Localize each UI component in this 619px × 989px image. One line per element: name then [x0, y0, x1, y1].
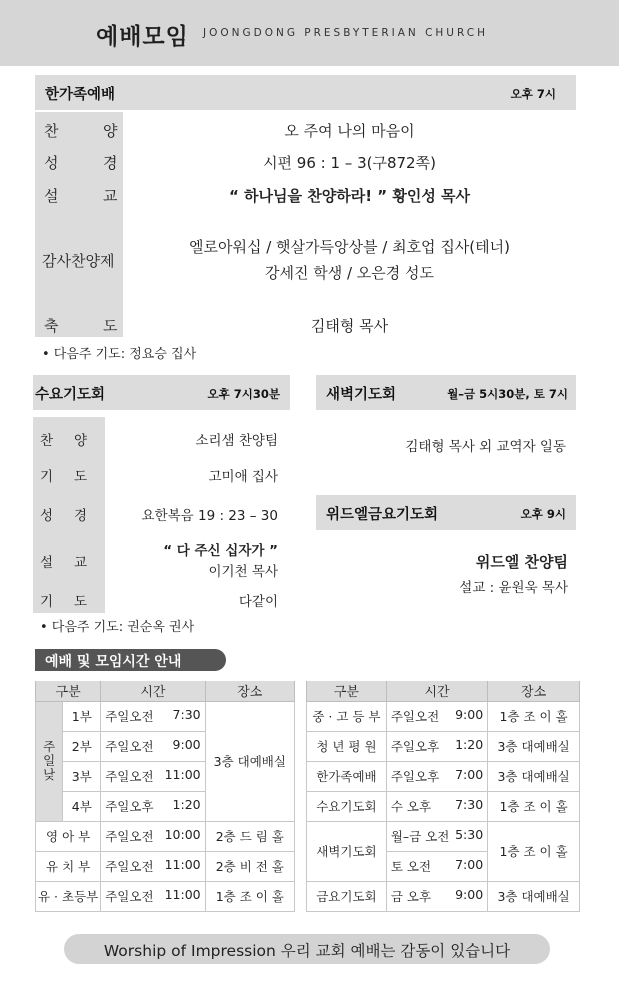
benediction: 김태형 목사	[310, 317, 389, 335]
schedule-heading: 예배 및 모임시간 안내	[35, 649, 226, 671]
hymn-title: 오 주여 나의 마음이	[284, 122, 415, 140]
table-row: 수요기도회 수 오후 7:30 1층 조 이 홀	[307, 791, 580, 821]
col-header: 구분	[36, 681, 101, 701]
col-header: 구분	[307, 681, 387, 701]
wednesday-prayer-bar	[33, 375, 290, 410]
schedule-table-right	[306, 681, 580, 912]
row-label: 축	[44, 317, 59, 335]
sunday-place: 3층 대예배실	[205, 701, 294, 821]
praise-performers: 강세진 학생 / 오은경 성도	[264, 264, 435, 282]
friday-preacher: 설교 : 윤원욱 목사	[459, 580, 568, 596]
row-label: 기	[40, 594, 54, 610]
dawn-leaders: 김태형 목사 외 교역자 일동	[405, 439, 566, 455]
table-row: 주일낮 1부 주일오전 7:30 3층 대예배실	[36, 701, 295, 731]
row-label: 설	[40, 555, 54, 571]
dawn-prayer-title: 새벽기도회	[326, 387, 397, 403]
table-row: 금요기도회 금 오후 9:00 3층 대예배실	[307, 881, 580, 911]
row-label: 경	[74, 508, 88, 524]
page-title: 예배모임	[96, 24, 189, 50]
table-row: 2부 주일오전 9:00	[36, 731, 295, 761]
table-row: 중 · 고 등 부 주일오전 9:00 1층 조 이 홀	[307, 701, 580, 731]
row-label: 교	[103, 187, 118, 205]
friday-prayer-bar	[316, 495, 576, 530]
next-prayer-note: • 다음주 기도: 권순옥 권사	[40, 620, 195, 635]
wed-prayer-leader: 고미애 집사	[208, 469, 278, 485]
row-label: 찬	[44, 122, 59, 140]
wed-prayer-all: 다같이	[238, 594, 278, 610]
table-row: 새벽기도회 월–금 오전 5:30 1층 조 이 홀	[307, 821, 580, 851]
col-header: 시간	[386, 681, 487, 701]
family-label-column	[35, 112, 123, 337]
family-worship-time: 오후 7시	[510, 87, 556, 101]
scripture: 시편 96 : 1 – 3(구872쪽)	[263, 154, 436, 172]
friday-prayer-title: 위드엘금요기도회	[326, 507, 439, 523]
table-row: 한가족예배 주일오후 7:00 3층 대예배실	[307, 761, 580, 791]
table-row: 영 아 부 주일오전 10:00 2층 드 림 홀	[36, 821, 295, 851]
dawn-prayer-time: 월–금 5시30분, 토 7시	[447, 387, 568, 401]
row-label: 교	[74, 555, 88, 571]
row-label: 성	[44, 154, 59, 172]
sunday-label: 주일낮	[36, 701, 63, 821]
wednesday-prayer-title: 수요기도회	[35, 387, 106, 403]
row-label: 도	[103, 317, 118, 335]
wed-hymn-team: 소리샘 찬양팀	[195, 433, 278, 449]
wed-scripture: 요한복음 19 : 23 – 30	[141, 508, 278, 524]
col-header: 장소	[205, 681, 294, 701]
row-label: 양	[74, 433, 88, 449]
row-label: 기	[40, 469, 54, 485]
row-label: 설	[44, 187, 59, 205]
dawn-prayer-bar	[316, 375, 576, 410]
table-row: 3부 주일오전 11:00	[36, 761, 295, 791]
friday-praise-team: 위드엘 찬양팀	[475, 553, 568, 571]
family-worship-bar	[35, 75, 576, 110]
table-row: 4부 주일오후 1:20	[36, 791, 295, 821]
row-label: 감사찬양제	[42, 252, 115, 270]
col-header: 시간	[101, 681, 205, 701]
page-header	[0, 0, 619, 66]
row-label: 양	[103, 122, 118, 140]
wednesday-prayer-time: 오후 7시30분	[207, 387, 280, 401]
schedule-table-left	[35, 681, 295, 912]
table-row: 청 년 평 원 주일오후 1:20 3층 대예배실	[307, 731, 580, 761]
praise-performers: 엘로아워십 / 햇살가득앙상블 / 최호업 집사(테너)	[189, 238, 510, 256]
next-prayer-note: • 다음주 기도: 정요승 집사	[42, 347, 197, 362]
friday-prayer-time: 오후 9시	[520, 507, 566, 521]
wed-sermon-title: “ 다 주신 십자가 ”	[163, 543, 278, 559]
row-label: 찬	[40, 433, 54, 449]
wed-preacher: 이기천 목사	[208, 564, 278, 580]
sermon: “ 하나님을 찬양하라! ” 황인성 목사	[228, 187, 471, 205]
footer-slogan: Worship of Impression 우리 교회 예배는 감동이 있습니다	[64, 934, 550, 964]
church-name: JOONGDONG PRESBYTERIAN CHURCH	[203, 27, 488, 39]
row-label: 성	[40, 508, 54, 524]
col-header: 장소	[488, 681, 580, 701]
family-worship-title: 한가족예배	[45, 87, 116, 103]
row-label: 경	[103, 154, 118, 172]
row-label: 도	[74, 469, 88, 485]
table-row: 토 오전 7:00	[307, 851, 580, 881]
table-row: 유 치 부 주일오전 11:00 2층 비 전 홀	[36, 851, 295, 881]
row-label: 도	[74, 594, 88, 610]
table-row: 유 · 초등부 주일오전 11:00 1층 조 이 홀	[36, 881, 295, 911]
